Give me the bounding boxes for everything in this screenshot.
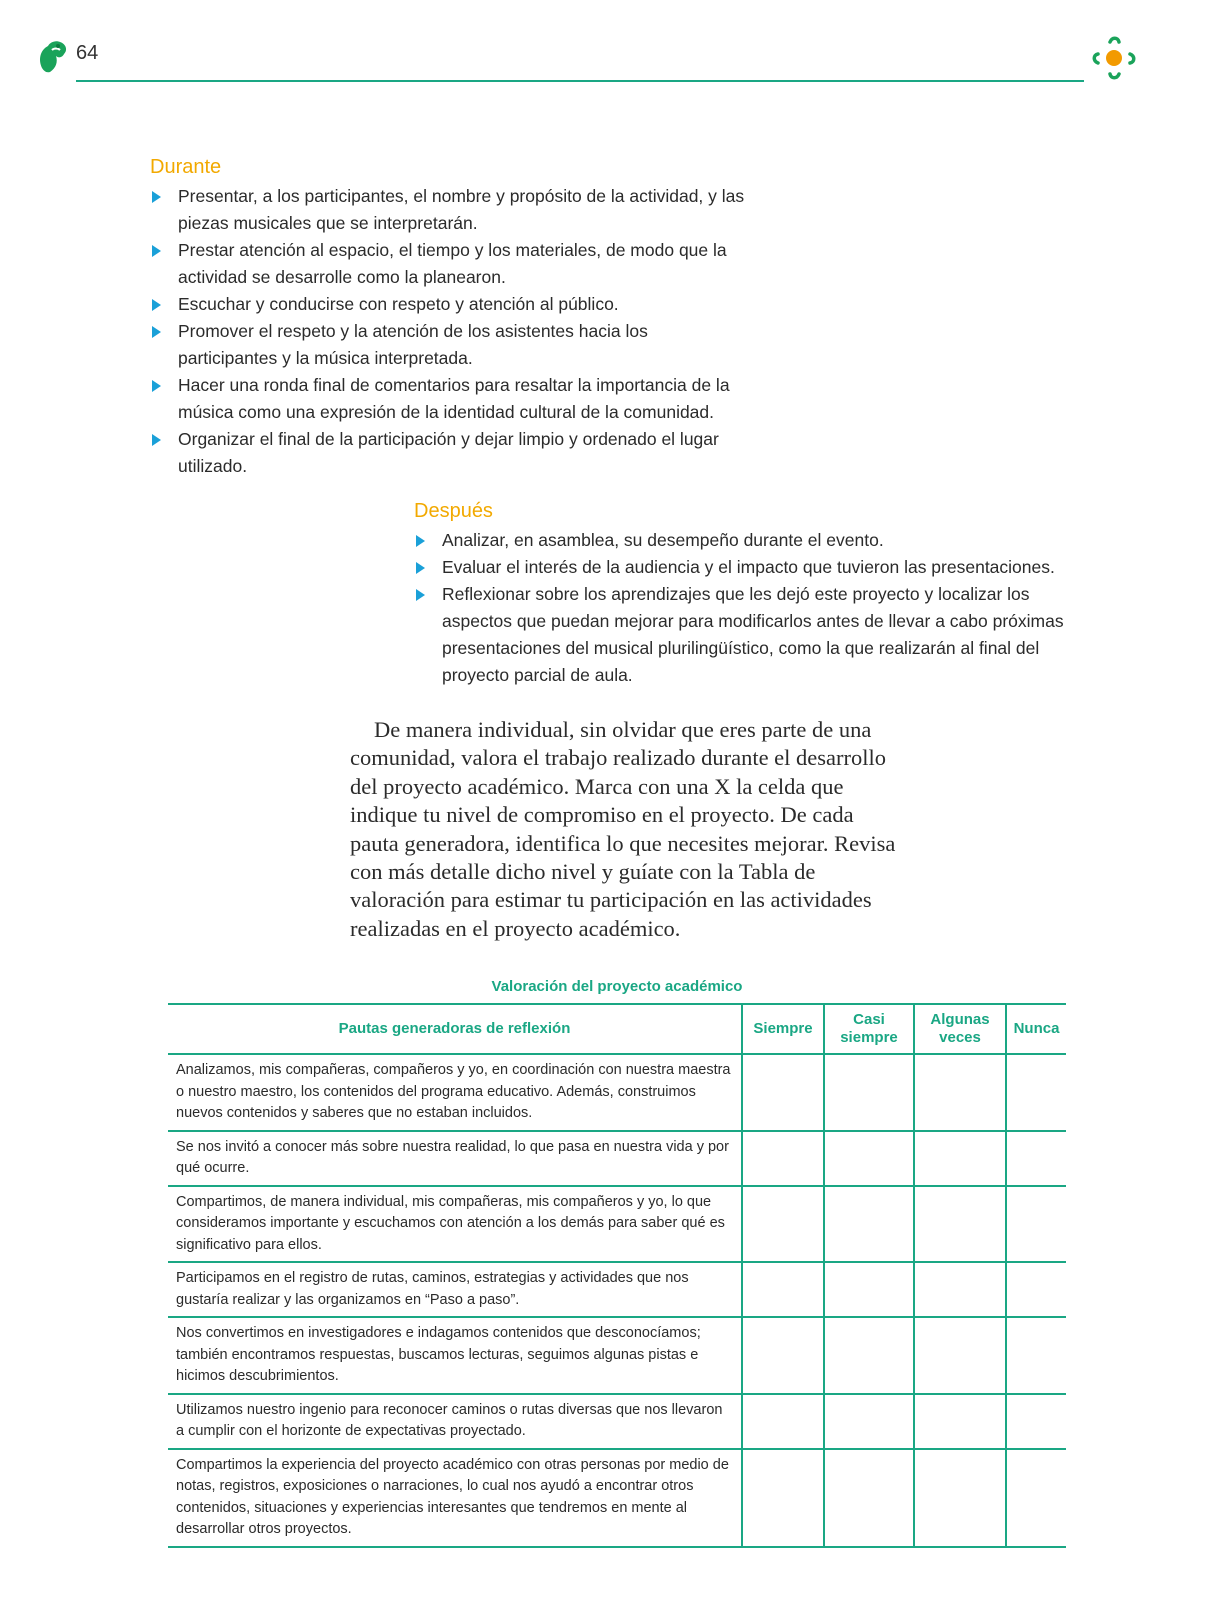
pauta-text: Compartimos la experiencia del proyecto académico con otras personas por medio de notas, registros, exposiciones o narraciones, lo cual nos ayudó a encontrar otros contenidos, situaciones y experiencias interesantes que tendremos en mente al desarrollar otros proyectos.: [168, 1449, 742, 1547]
table-row: [168, 1186, 1066, 1263]
table-row: [168, 1131, 1066, 1186]
header-divider: [76, 80, 1084, 82]
instructions-paragraph: De manera individual, sin olvidar que eres parte de una comunidad, valora el trabajo realizado durante el desarrollo del proyecto académico. Marca con una X la celda que indique tu nivel de compromiso en el proyecto. De cada pauta generadora, identifica lo que necesites mejorar. Revisa con más detalle dicho nivel y guíate con la Tabla de valoración para estimar tu participación en las actividades realizadas en el proyecto académico.: [350, 717, 896, 941]
pauta-text: Analizamos, mis compañeras, compañeros y yo, en coordinación con nuestra maestra o nuestro maestro, los contenidos del programa educativo. Además, construimos nuevos contenidos y saberes que no estaban incluidos.: [168, 1054, 742, 1131]
colored-circle-emblem-icon: [1088, 32, 1140, 84]
bullet-arrow-icon: [416, 589, 425, 601]
pauta-text: Se nos invitó a conocer más sobre nuestra realidad, lo que pasa en nuestra vida y por qué ocurre.: [168, 1131, 742, 1186]
cell-siempre[interactable]: [742, 1131, 824, 1186]
table-row: [168, 1054, 1066, 1131]
cell-nunca[interactable]: [1006, 1394, 1066, 1449]
cell-algunas-veces[interactable]: [914, 1054, 1006, 1131]
cell-algunas-veces[interactable]: [914, 1394, 1006, 1449]
bullet-arrow-icon: [152, 326, 161, 338]
despues-title: Después: [414, 500, 493, 522]
cell-algunas-veces[interactable]: [914, 1262, 1006, 1317]
cell-siempre[interactable]: [742, 1186, 824, 1263]
list-item: Escuchar y conducirse con respeto y atención al público.: [150, 291, 750, 318]
header-pautas: Pautas generadoras de reflexión: [168, 1004, 742, 1054]
bullet-arrow-icon: [152, 191, 161, 203]
cell-siempre[interactable]: [742, 1317, 824, 1394]
durante-title: Durante: [150, 156, 222, 178]
cell-algunas-veces[interactable]: [914, 1186, 1006, 1263]
page-number: 64: [76, 42, 99, 64]
header-algunas-veces: Algunas veces: [914, 1004, 1006, 1054]
list-item: Analizar, en asamblea, su desempeño durante el evento.: [414, 527, 1064, 554]
header-siempre: Siempre: [742, 1004, 824, 1054]
cell-nunca[interactable]: [1006, 1131, 1066, 1186]
cell-nunca[interactable]: [1006, 1449, 1066, 1547]
despues-list: [414, 527, 1064, 689]
bullet-arrow-icon: [416, 535, 425, 547]
pauta-text: Compartimos, de manera individual, mis compañeras, mis compañeros y yo, lo que consideramos importante y escuchamos con atención a los demás para saber qué es significativo para ellos.: [168, 1186, 742, 1263]
list-item: Prestar atención al espacio, el tiempo y los materiales, de modo que la actividad se desarrolle como la planearon.: [150, 237, 750, 291]
cell-casi-siempre[interactable]: [824, 1317, 914, 1394]
cell-siempre[interactable]: [742, 1054, 824, 1131]
cell-siempre[interactable]: [742, 1449, 824, 1547]
cell-siempre[interactable]: [742, 1262, 824, 1317]
cell-casi-siempre[interactable]: [824, 1186, 914, 1263]
bullet-arrow-icon: [152, 380, 161, 392]
list-item: Promover el respeto y la atención de los asistentes hacia los participantes y la música interpretada.: [150, 318, 750, 372]
cell-casi-siempre[interactable]: [824, 1054, 914, 1131]
bullet-arrow-icon: [152, 434, 161, 446]
cell-algunas-veces[interactable]: [914, 1317, 1006, 1394]
bullet-arrow-icon: [416, 562, 425, 574]
cell-algunas-veces[interactable]: [914, 1131, 1006, 1186]
cell-siempre[interactable]: [742, 1394, 824, 1449]
table-row: [168, 1394, 1066, 1449]
pauta-text: Utilizamos nuestro ingenio para reconocer caminos o rutas diversas que nos llevaron a cumplir con el horizonte de expectativas proyectado.: [168, 1394, 742, 1449]
cell-casi-siempre[interactable]: [824, 1394, 914, 1449]
header-nunca: Nunca: [1006, 1004, 1066, 1054]
table-header-row: [168, 1004, 1066, 1054]
rating-table: [168, 1003, 1066, 1548]
table-caption: Valoración del proyecto académico: [491, 978, 743, 995]
cell-casi-siempre[interactable]: [824, 1131, 914, 1186]
table-row: [168, 1262, 1066, 1317]
pauta-text: Nos convertimos en investigadores e indagamos contenidos que desconocíamos; también encontramos respuestas, buscamos lecturas, seguimos algunas pistas e hicimos descubrimientos.: [168, 1317, 742, 1394]
cell-casi-siempre[interactable]: [824, 1262, 914, 1317]
list-item: Hacer una ronda final de comentarios para resaltar la importancia de la música como una expresión de la identidad cultural de la comunidad.: [150, 372, 750, 426]
durante-list: [150, 183, 750, 480]
bullet-arrow-icon: [152, 299, 161, 311]
list-item: Reflexionar sobre los aprendizajes que les dejó este proyecto y localizar los aspectos que puedan mejorar para modificarlos antes de llevar a cabo próximas presentaciones del musical plurilingüístico, como la que realizarán al final del proyecto parcial de aula.: [414, 581, 1064, 689]
list-item: Presentar, a los participantes, el nombre y propósito de la actividad, y las piezas musicales que se interpretarán.: [150, 183, 750, 237]
cell-nunca[interactable]: [1006, 1317, 1066, 1394]
leaf-figure-icon: [36, 38, 70, 74]
cell-casi-siempre[interactable]: [824, 1449, 914, 1547]
table-row: [168, 1449, 1066, 1547]
cell-nunca[interactable]: [1006, 1262, 1066, 1317]
cell-nunca[interactable]: [1006, 1054, 1066, 1131]
list-item: Organizar el final de la participación y dejar limpio y ordenado el lugar utilizado.: [150, 426, 750, 480]
table-row: [168, 1317, 1066, 1394]
list-item: Evaluar el interés de la audiencia y el impacto que tuvieron las presentaciones.: [414, 554, 1064, 581]
bullet-arrow-icon: [152, 245, 161, 257]
cell-algunas-veces[interactable]: [914, 1449, 1006, 1547]
header-casi-siempre: Casi siempre: [824, 1004, 914, 1054]
cell-nunca[interactable]: [1006, 1186, 1066, 1263]
pauta-text: Participamos en el registro de rutas, caminos, estrategias y actividades que nos gustaría realizar y las organizamos en “Paso a paso”.: [168, 1262, 742, 1317]
